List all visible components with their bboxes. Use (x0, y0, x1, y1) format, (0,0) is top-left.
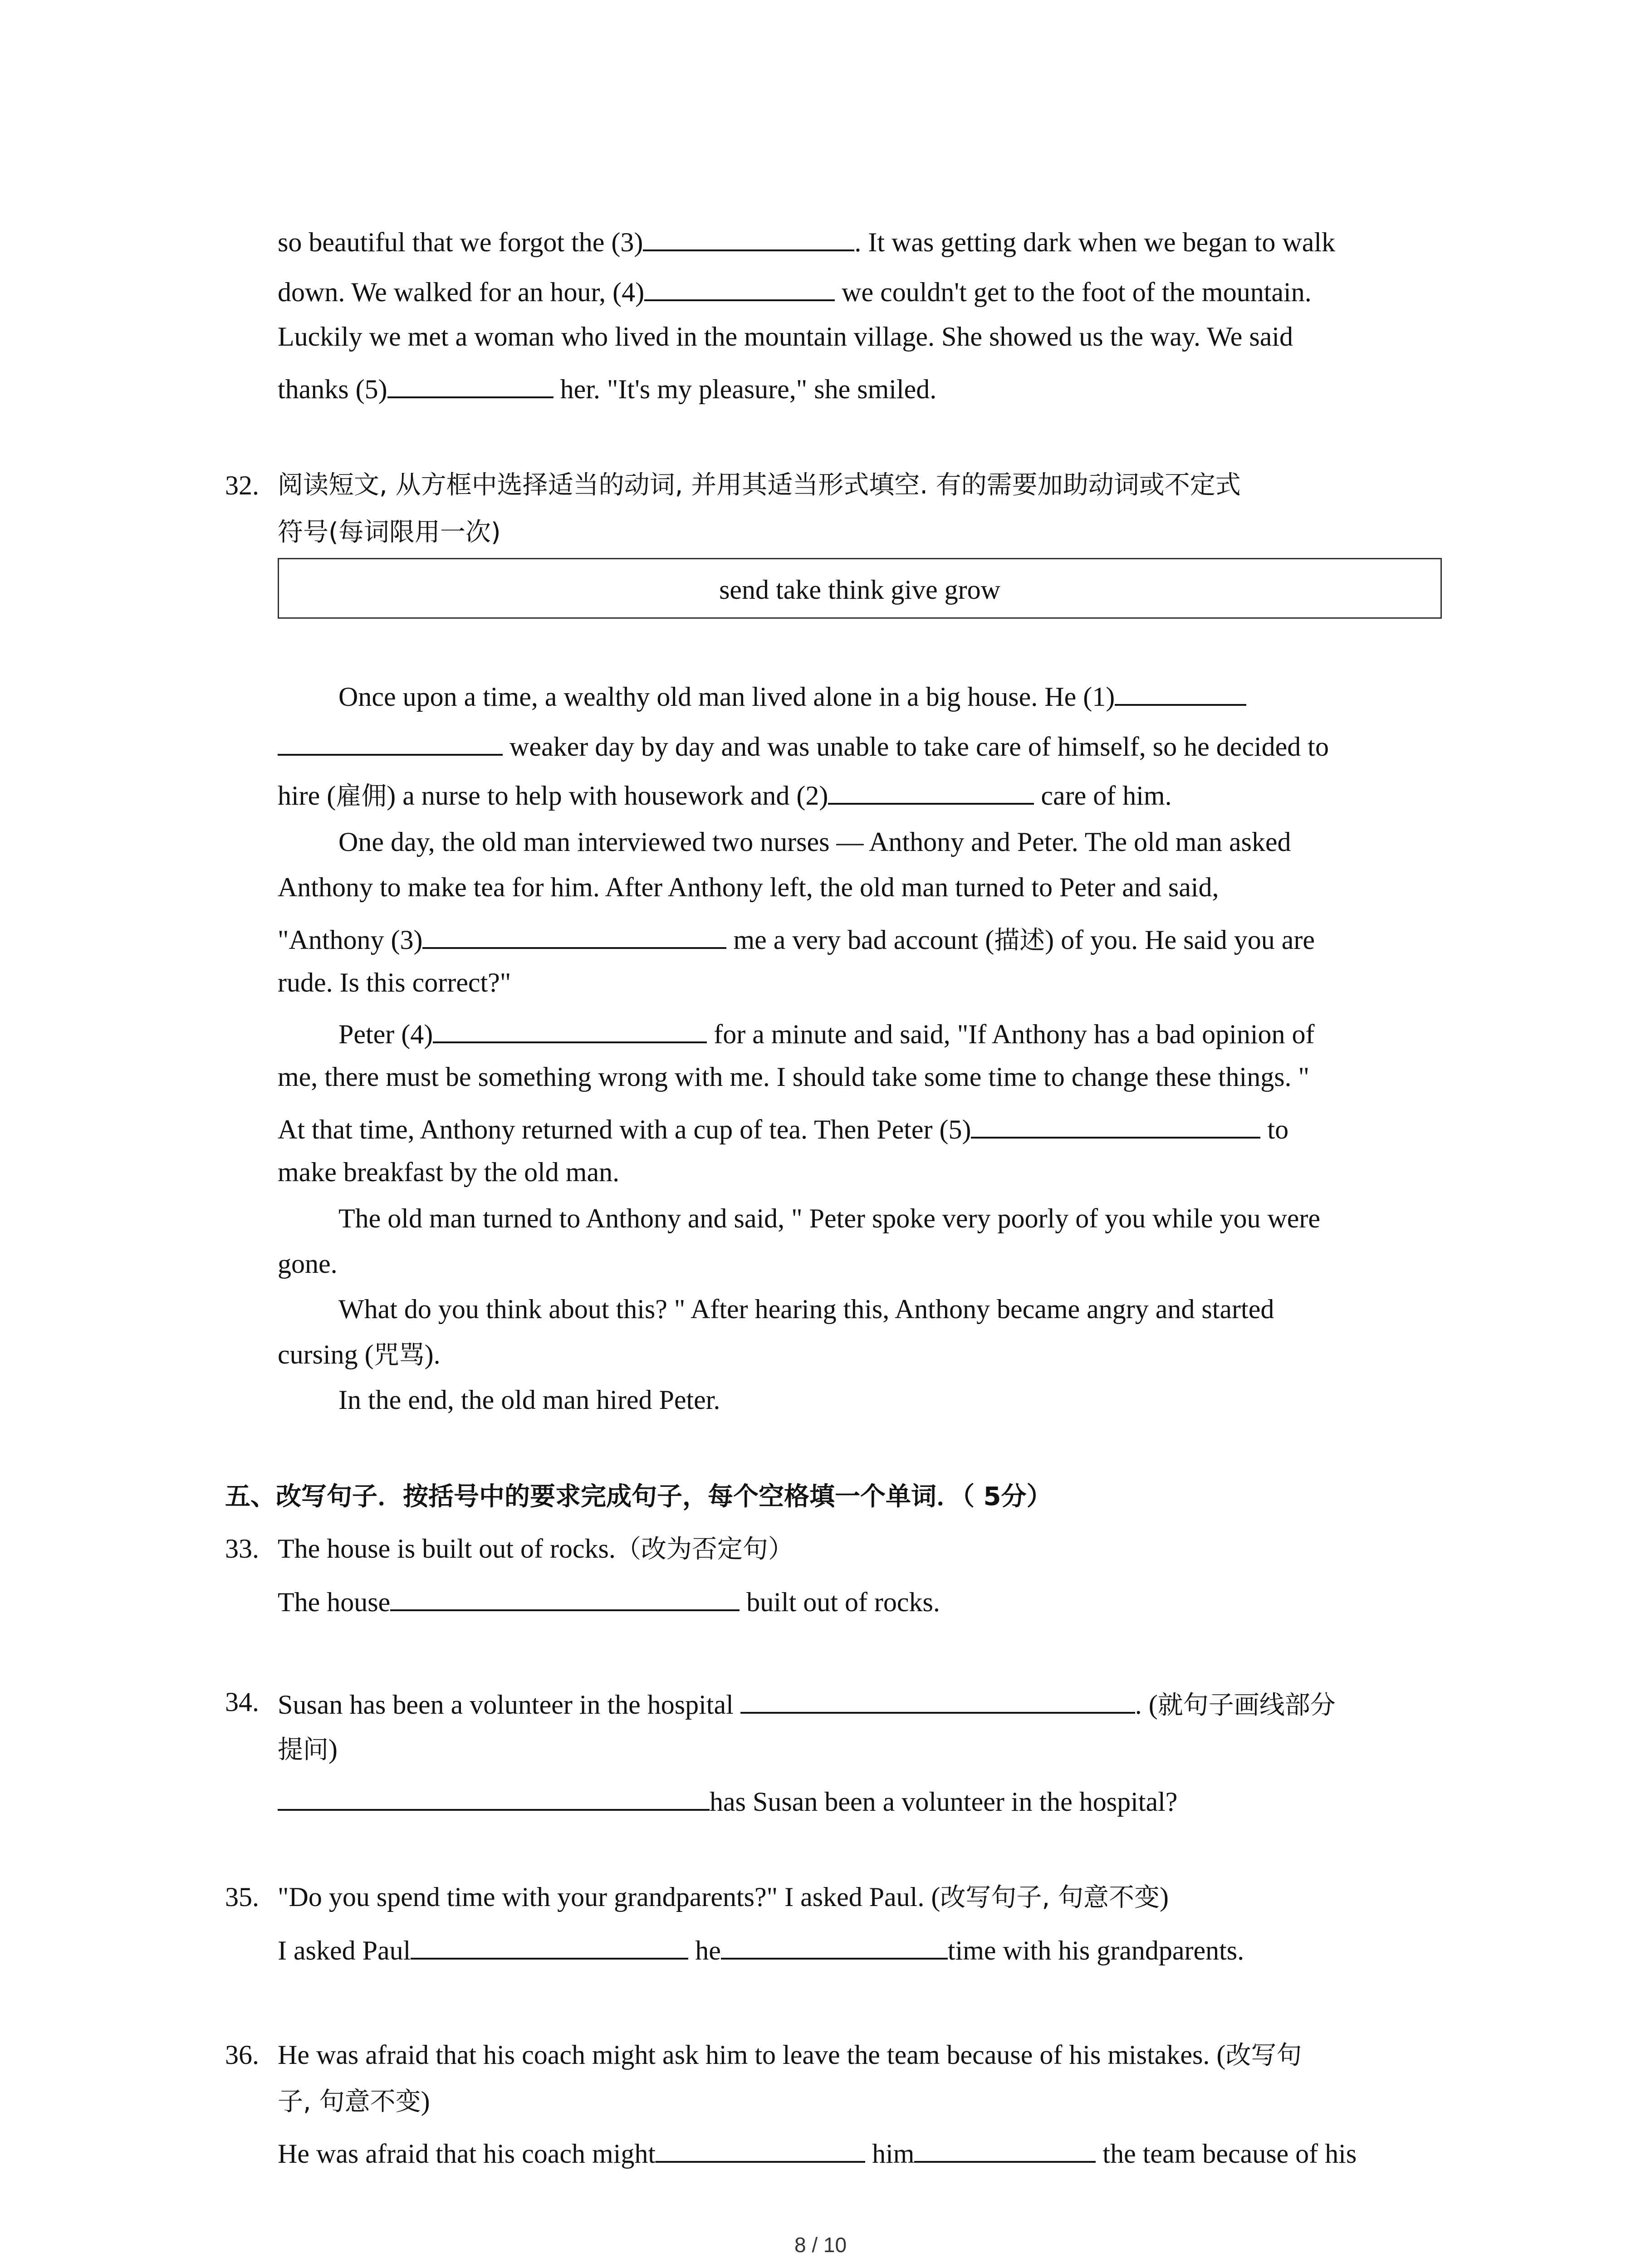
question-number-33: 33. (225, 1534, 259, 1564)
underlined-part-34 (740, 1688, 1135, 1714)
word-box-words: send take think give grow (719, 575, 1000, 605)
q32-instruction-line1: 阅读短文, 从方框中选择适当的动词, 并用其适当形式填空. 有的需要加助动词或不定式 (278, 470, 1241, 500)
section5-heading: 五、改写句子．按括号中的要求完成句子，每个空格填一个单词．（ 5分） (225, 1482, 1052, 1511)
q32-para2-line2: Anthony to make tea for him. After Anthony left, the old man turned to Peter and said, (278, 872, 1219, 902)
blank-35-1[interactable] (411, 1934, 688, 1960)
blank-33[interactable] (390, 1586, 740, 1611)
q32-para2-line1: One day, the old man interviewed two nurses — Anthony and Peter. The old man asked (338, 827, 1291, 857)
q32-para4-line2: gone. (278, 1249, 338, 1279)
q32-para2-line4: rude. Is this correct?" (278, 968, 511, 997)
q34-line3: has Susan been a volunteer in the hospital? (278, 1785, 1177, 1815)
blank-32-3[interactable] (422, 924, 726, 949)
q35-line1: "Do you spend time with your grandparents?" I asked Paul. (改写句子, 句意不变) (278, 1882, 1169, 1912)
q32-para3-line4: make breakfast by the old man. (278, 1157, 620, 1187)
blank-34[interactable] (278, 1785, 710, 1811)
q32-para3-line1: Peter (4) for a minute and said, "If Anthony has a bad opinion of (338, 1018, 1314, 1048)
blank-36-2[interactable] (914, 2137, 1096, 2163)
passage31-line4: thanks (5) her. "It's my pleasure," she smiled. (278, 373, 936, 403)
blank-31-3[interactable] (643, 226, 854, 251)
question-number-34: 34. (225, 1687, 259, 1717)
question-number-36: 36. (225, 2040, 259, 2070)
q36-line2: 子, 句意不变) (278, 2086, 430, 2116)
q32-para4-line1: The old man turned to Anthony and said, " Peter spoke very poorly of you while you were (338, 1203, 1321, 1233)
blank-32-4[interactable] (433, 1018, 707, 1043)
q32-instruction-line2: 符号(每词限用一次) (278, 518, 501, 547)
blank-32-2[interactable] (828, 779, 1034, 805)
q32-para3-line3: At that time, Anthony returned with a cup of tea. Then Peter (5) to (278, 1113, 1288, 1143)
q35-line2: I asked Paul he time with his grandparents. (278, 1934, 1244, 1964)
q32-para5-line1: What do you think about this? " After hearing this, Anthony became angry and started (338, 1294, 1274, 1324)
question-number-32: 32. (225, 470, 259, 500)
question-number-35: 35. (225, 1882, 259, 1912)
q32-para5-line2: cursing (咒骂). (278, 1339, 441, 1370)
blank-36-1[interactable] (656, 2137, 865, 2163)
blank-35-2[interactable] (721, 1934, 948, 1960)
passage31-line3: Luckily we met a woman who lived in the mountain village. She showed us the way. We said (278, 322, 1293, 352)
blank-32-5[interactable] (971, 1113, 1260, 1139)
q36-line1: He was afraid that his coach might ask him to leave the team because of his mistakes. (改写句 (278, 2040, 1302, 2070)
page-indicator: 8 / 10 (794, 2233, 847, 2257)
q33-line1: The house is built out of rocks.（改为否定句） (278, 1534, 794, 1564)
q34-line2: 提问) (278, 1734, 338, 1765)
q36-line3: He was afraid that his coach might him the team because of his (278, 2137, 1357, 2167)
passage31-line2: down. We walked for an hour, (4) we couldn't get to the foot of the mountain. (278, 276, 1312, 306)
q32-para1-line3: hire (雇佣) a nurse to help with housework and (2) care of him. (278, 779, 1172, 809)
q34-line1: Susan has been a volunteer in the hospital . (就句子画线部分 (278, 1688, 1336, 1718)
blank-31-5[interactable] (387, 373, 554, 398)
passage31-line1: so beautiful that we forgot the (3) . It was getting dark when we began to walk (278, 226, 1335, 256)
q32-para3-line2: me, there must be something wrong with me. I should take some time to change these things. " (278, 1062, 1310, 1092)
word-box (278, 558, 1442, 619)
q32-para2-line3: "Anthony (3) me a very bad account (描述) of you. He said you are (278, 924, 1315, 953)
q33-line2: The house built out of rocks. (278, 1586, 940, 1616)
q32-para1-line2: weaker day by day and was unable to take care of himself, so he decided to (278, 730, 1329, 760)
q32-para6: In the end, the old man hired Peter. (338, 1385, 720, 1415)
blank-31-4[interactable] (644, 276, 835, 301)
q32-para1-line1: Once upon a time, a wealthy old man lived alone in a big house. He (1) (338, 680, 1246, 710)
blank-32-1b[interactable] (278, 730, 503, 756)
blank-32-1a[interactable] (1115, 680, 1246, 706)
